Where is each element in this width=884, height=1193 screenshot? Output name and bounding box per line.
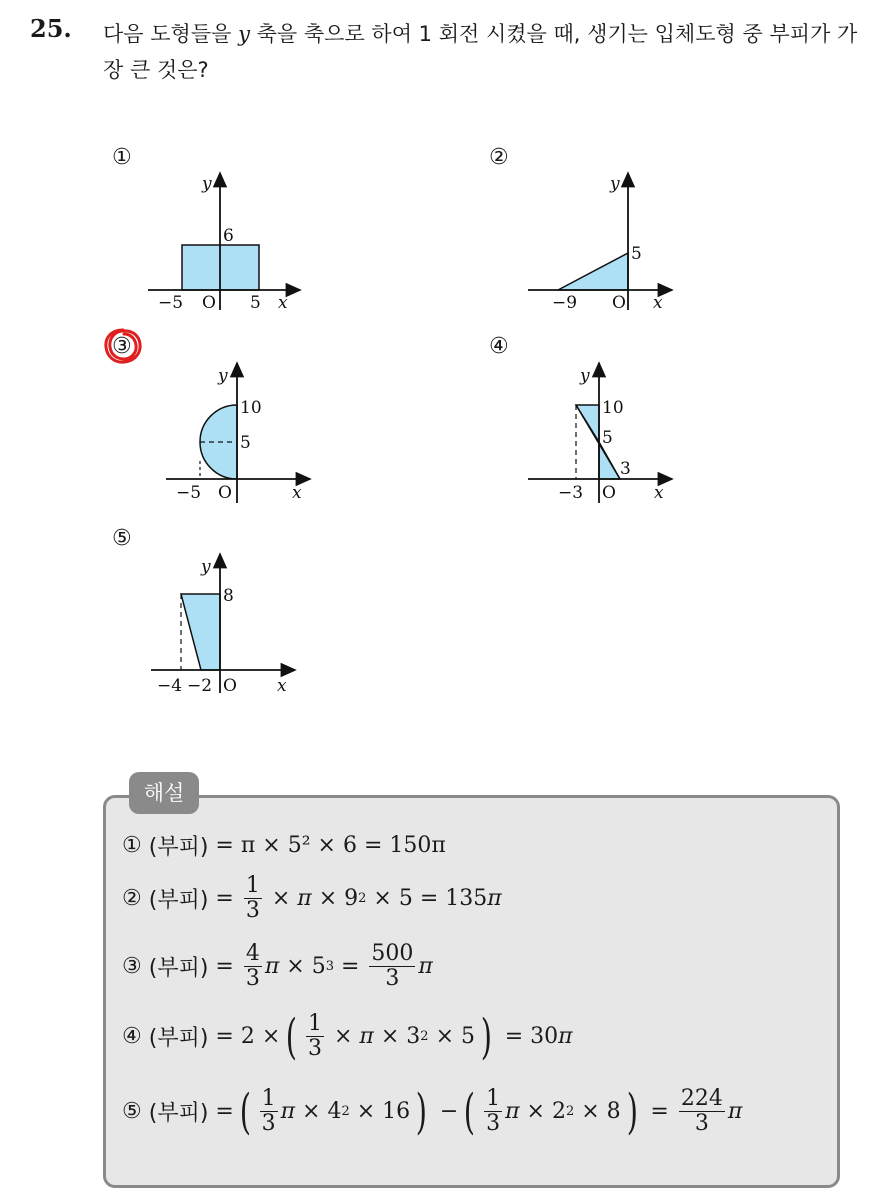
- figure-4: [520, 355, 690, 510]
- left1-label: −4: [157, 676, 183, 696]
- left-label: −5: [176, 483, 202, 503]
- left2-label: −2: [187, 676, 213, 696]
- origin-label: O: [223, 676, 237, 696]
- figure-2: [520, 165, 690, 315]
- figure-1: [140, 165, 310, 315]
- choice-5-label[interactable]: ⑤: [112, 526, 132, 551]
- trapezoid-shape: [181, 594, 220, 670]
- choice-3-label[interactable]: ③: [112, 334, 132, 359]
- y-axis-label: y: [580, 366, 590, 386]
- y-axis-label: y: [201, 557, 211, 577]
- triangle-shape: [558, 253, 628, 290]
- left-label: −9: [552, 293, 578, 313]
- y-axis-label: y: [202, 174, 212, 194]
- right-label: 5: [250, 293, 261, 313]
- solution-line-3: ③ (부피) = $\frac{4}{3}$ π × 5 3 = $\frac{500}{3}$ π: [122, 941, 433, 992]
- origin-label: O: [602, 483, 616, 503]
- origin-label: O: [612, 293, 626, 313]
- figure-3: [158, 355, 318, 510]
- solution-tag: 해설: [129, 772, 199, 814]
- question-number: 25.: [30, 14, 72, 43]
- choice-2-label[interactable]: ②: [489, 145, 509, 170]
- choice-4-label[interactable]: ④: [489, 334, 509, 359]
- origin-label: O: [218, 483, 232, 503]
- x-axis-label: x: [653, 293, 663, 313]
- low-label: 3: [620, 459, 631, 479]
- solution-line-1: ① (부피) = π × 5² × 6 = 150π: [122, 833, 446, 860]
- top-label: 10: [602, 398, 624, 418]
- solution-line-4: ④ (부피) = 2 × ( $\frac{1}{3}$ × π × 3 2 × 5 ) = 30 π: [122, 1008, 573, 1065]
- top-label: 8: [223, 586, 234, 606]
- y-axis-label: y: [610, 174, 620, 194]
- height-label: 5: [631, 244, 642, 264]
- left-label: −3: [558, 483, 584, 503]
- question-text: 다음 도형들을 y 축을 축으로 하여 1 회전 시켰을 때, 생기는 입체도형 중 부피가 가장 큰 것은?: [103, 22, 858, 82]
- selected-answer-mark: [102, 326, 144, 366]
- y-axis-label: y: [218, 366, 228, 386]
- figure-5: [143, 548, 308, 703]
- origin-label: O: [202, 293, 216, 313]
- x-axis-label: x: [654, 483, 664, 503]
- x-axis-label: x: [277, 676, 287, 696]
- solution-line-2: ② (부피) = $\frac{1}{3}$ × π × 9 2 × 5 = 135 π: [122, 873, 502, 924]
- x-axis-label: x: [292, 483, 302, 503]
- x-axis-label: x: [278, 293, 288, 313]
- choice-1-label[interactable]: ①: [112, 145, 132, 170]
- height-label: 6: [223, 226, 234, 246]
- solution-line-5: ⑤ (부피) = ( $\frac{1}{3}$ π × 4 2 × 16 ) − ( $\frac{1}{3}$ π × 2 2 × 8 ) = $\frac{224}{3}$ π: [122, 1083, 743, 1140]
- top-label: 10: [240, 398, 262, 418]
- left-label: −5: [158, 293, 184, 313]
- mid-label: 5: [602, 428, 613, 448]
- mid-label: 5: [240, 433, 251, 453]
